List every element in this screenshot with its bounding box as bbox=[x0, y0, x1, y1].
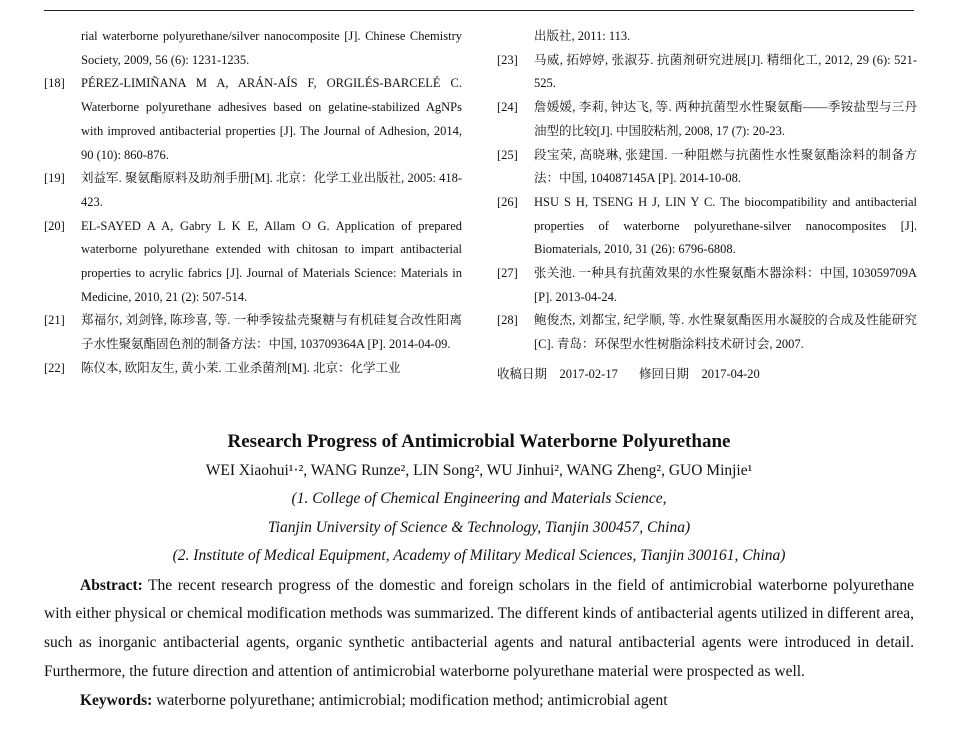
affiliation-2: (2. Institute of Medical Equipment, Academy of Military Medical Sciences, Tianjin 300161, China) bbox=[172, 547, 786, 564]
reference-24 bbox=[497, 96, 917, 143]
reference-text: HSU S H, TSENG H J, LIN Y C. The biocompatibility and antibacterial properties of waterborne polyurethane-silver nanocomposites [J]. Biomaterials, 2010, 31 (26): 6796-6808. bbox=[534, 194, 917, 257]
reference-number: [26] bbox=[497, 194, 518, 209]
reference-number: [25] bbox=[497, 147, 518, 162]
reference-number: [24] bbox=[497, 100, 518, 115]
reference-number: [27] bbox=[497, 266, 518, 281]
reference-20 bbox=[44, 215, 462, 310]
reference-number: [28] bbox=[497, 313, 518, 328]
reference-text: 张关池. 一种具有抗菌效果的水性聚氨酯木器涂料：中国, 103059709A [P]. 2013-04-24. bbox=[534, 266, 917, 304]
top-rule bbox=[44, 10, 914, 11]
reference-22-continued: 出版社, 2011: 113. bbox=[534, 29, 631, 43]
date-info bbox=[497, 363, 917, 387]
received-date: 收稿日期 2017-02-17 bbox=[497, 366, 618, 381]
reference-27 bbox=[497, 262, 917, 309]
reference-text: PÉREZ-LIMIÑANA M A, ARÁN-AÍS F, ORGILÉS-BARCELÉ C. Waterborne polyurethane adhesives based on gelatine-stabilized AgNPs with improved antibacterial properties [J]. The Journal of Adhesion, 2014, 90 (10): 860-876. bbox=[81, 76, 462, 162]
reference-22 bbox=[44, 357, 462, 381]
reference-text: EL-SAYED A A, Gabry L K E, Allam O G. Application of prepared waterborne polyurethane extended with chitosan to impart antibacterial properties to acrylic fabrics [J]. Journal of Materials Science: Materials in Medicine, 2010, 21 (2): 507-514. bbox=[81, 218, 462, 304]
english-abstract-section bbox=[44, 428, 914, 715]
reference-text: 鲍俊杰, 刘都宝, 纪学顺, 等. 水性聚氨酯医用水凝胶的合成及性能研究[C]. 青岛：环保型水性树脂涂料技术研讨会, 2007. bbox=[534, 313, 917, 352]
reference-28 bbox=[497, 309, 917, 356]
reference-number: [22] bbox=[44, 360, 65, 375]
author-list: WEI Xiaohui¹·², WANG Runze², LIN Song², WU Jinhui², WANG Zheng², GUO Minjie¹ bbox=[205, 462, 753, 479]
reference-text: 刘益军. 聚氨酯原料及助剂手册[M]. 北京：化学工业出版社, 2005: 418-423. bbox=[81, 171, 462, 209]
right-reference-column bbox=[497, 25, 917, 387]
reference-number: [18] bbox=[44, 76, 65, 91]
abstract-paragraph bbox=[44, 572, 914, 687]
left-reference-column bbox=[44, 25, 462, 381]
affiliation-1-line-1: (1. College of Chemical Engineering and Materials Science, bbox=[291, 490, 667, 507]
reference-number: [20] bbox=[44, 218, 65, 233]
reference-17-continued: rial waterborne polyurethane/silver nanocomposite [J]. Chinese Chemistry Society, 2009, 56 (6): 1231-1235. bbox=[81, 29, 462, 67]
keywords-text: waterborne polyurethane; antimicrobial; modification method; antimicrobial agent bbox=[152, 691, 668, 709]
reference-19 bbox=[44, 167, 462, 214]
reference-text: 郑福尔, 刘剑锋, 陈珍喜, 等. 一种季铵盐壳聚糖与有机硅复合改性阳离子水性聚氨酯固色剂的制备方法：中国, 103709364A [P]. 2014-04-09. bbox=[81, 313, 462, 352]
revised-date: 修回日期 2017-04-20 bbox=[638, 366, 760, 381]
reference-25 bbox=[497, 144, 917, 191]
reference-number: [23] bbox=[497, 52, 518, 67]
affiliation-1-line-2: Tianjin University of Science & Technology, Tianjin 300457, China) bbox=[267, 518, 691, 536]
keywords-line bbox=[44, 687, 914, 716]
reference-26 bbox=[497, 191, 917, 262]
reference-23 bbox=[497, 49, 917, 96]
abstract-label: Abstract: bbox=[80, 576, 143, 594]
keywords-label: Keywords: bbox=[80, 691, 153, 709]
reference-number: [21] bbox=[44, 313, 65, 328]
reference-number: [19] bbox=[44, 171, 65, 186]
reference-21 bbox=[44, 309, 462, 356]
reference-text: 段宝荣, 高晓琳, 张建国. 一种阻燃与抗菌性水性聚氨酯涂料的制备方法：中国, 104087145A [P]. 2014-10-08. bbox=[534, 147, 917, 186]
reference-text: 詹媛媛, 李莉, 钟达飞, 等. 两种抗菌型水性聚氨酯——季铵盐型与三丹油型的比较[J]. 中国胶粘剂, 2008, 17 (7): 20-23. bbox=[534, 100, 917, 138]
reference-18 bbox=[44, 72, 462, 167]
english-title: Research Progress of Antimicrobial Waterborne Polyurethane bbox=[227, 431, 731, 452]
reference-text: 马威, 拓婷婷, 张淑芬. 抗菌剂研究进展[J]. 精细化工, 2012, 29 (6): 521-525. bbox=[534, 52, 917, 91]
abstract-text: The recent research progress of the domestic and foreign scholars in the field of antimicrobial waterborne polyurethane with either physical or chemical modification methods was summarized. The different kinds of antibacterial agents utilized in different area, such as inorganic antibacterial agents, organic synthetic antibacterial agents and natural antibacterial agents were introduced in detail. Furthermore, the future direction and attention of antimicrobial waterborne polyurethane material were prospected as well. bbox=[44, 576, 914, 680]
reference-text: 陈仪本, 欧阳友生, 黄小茉. 工业杀菌剂[M]. 北京：化学工业 bbox=[81, 360, 401, 375]
